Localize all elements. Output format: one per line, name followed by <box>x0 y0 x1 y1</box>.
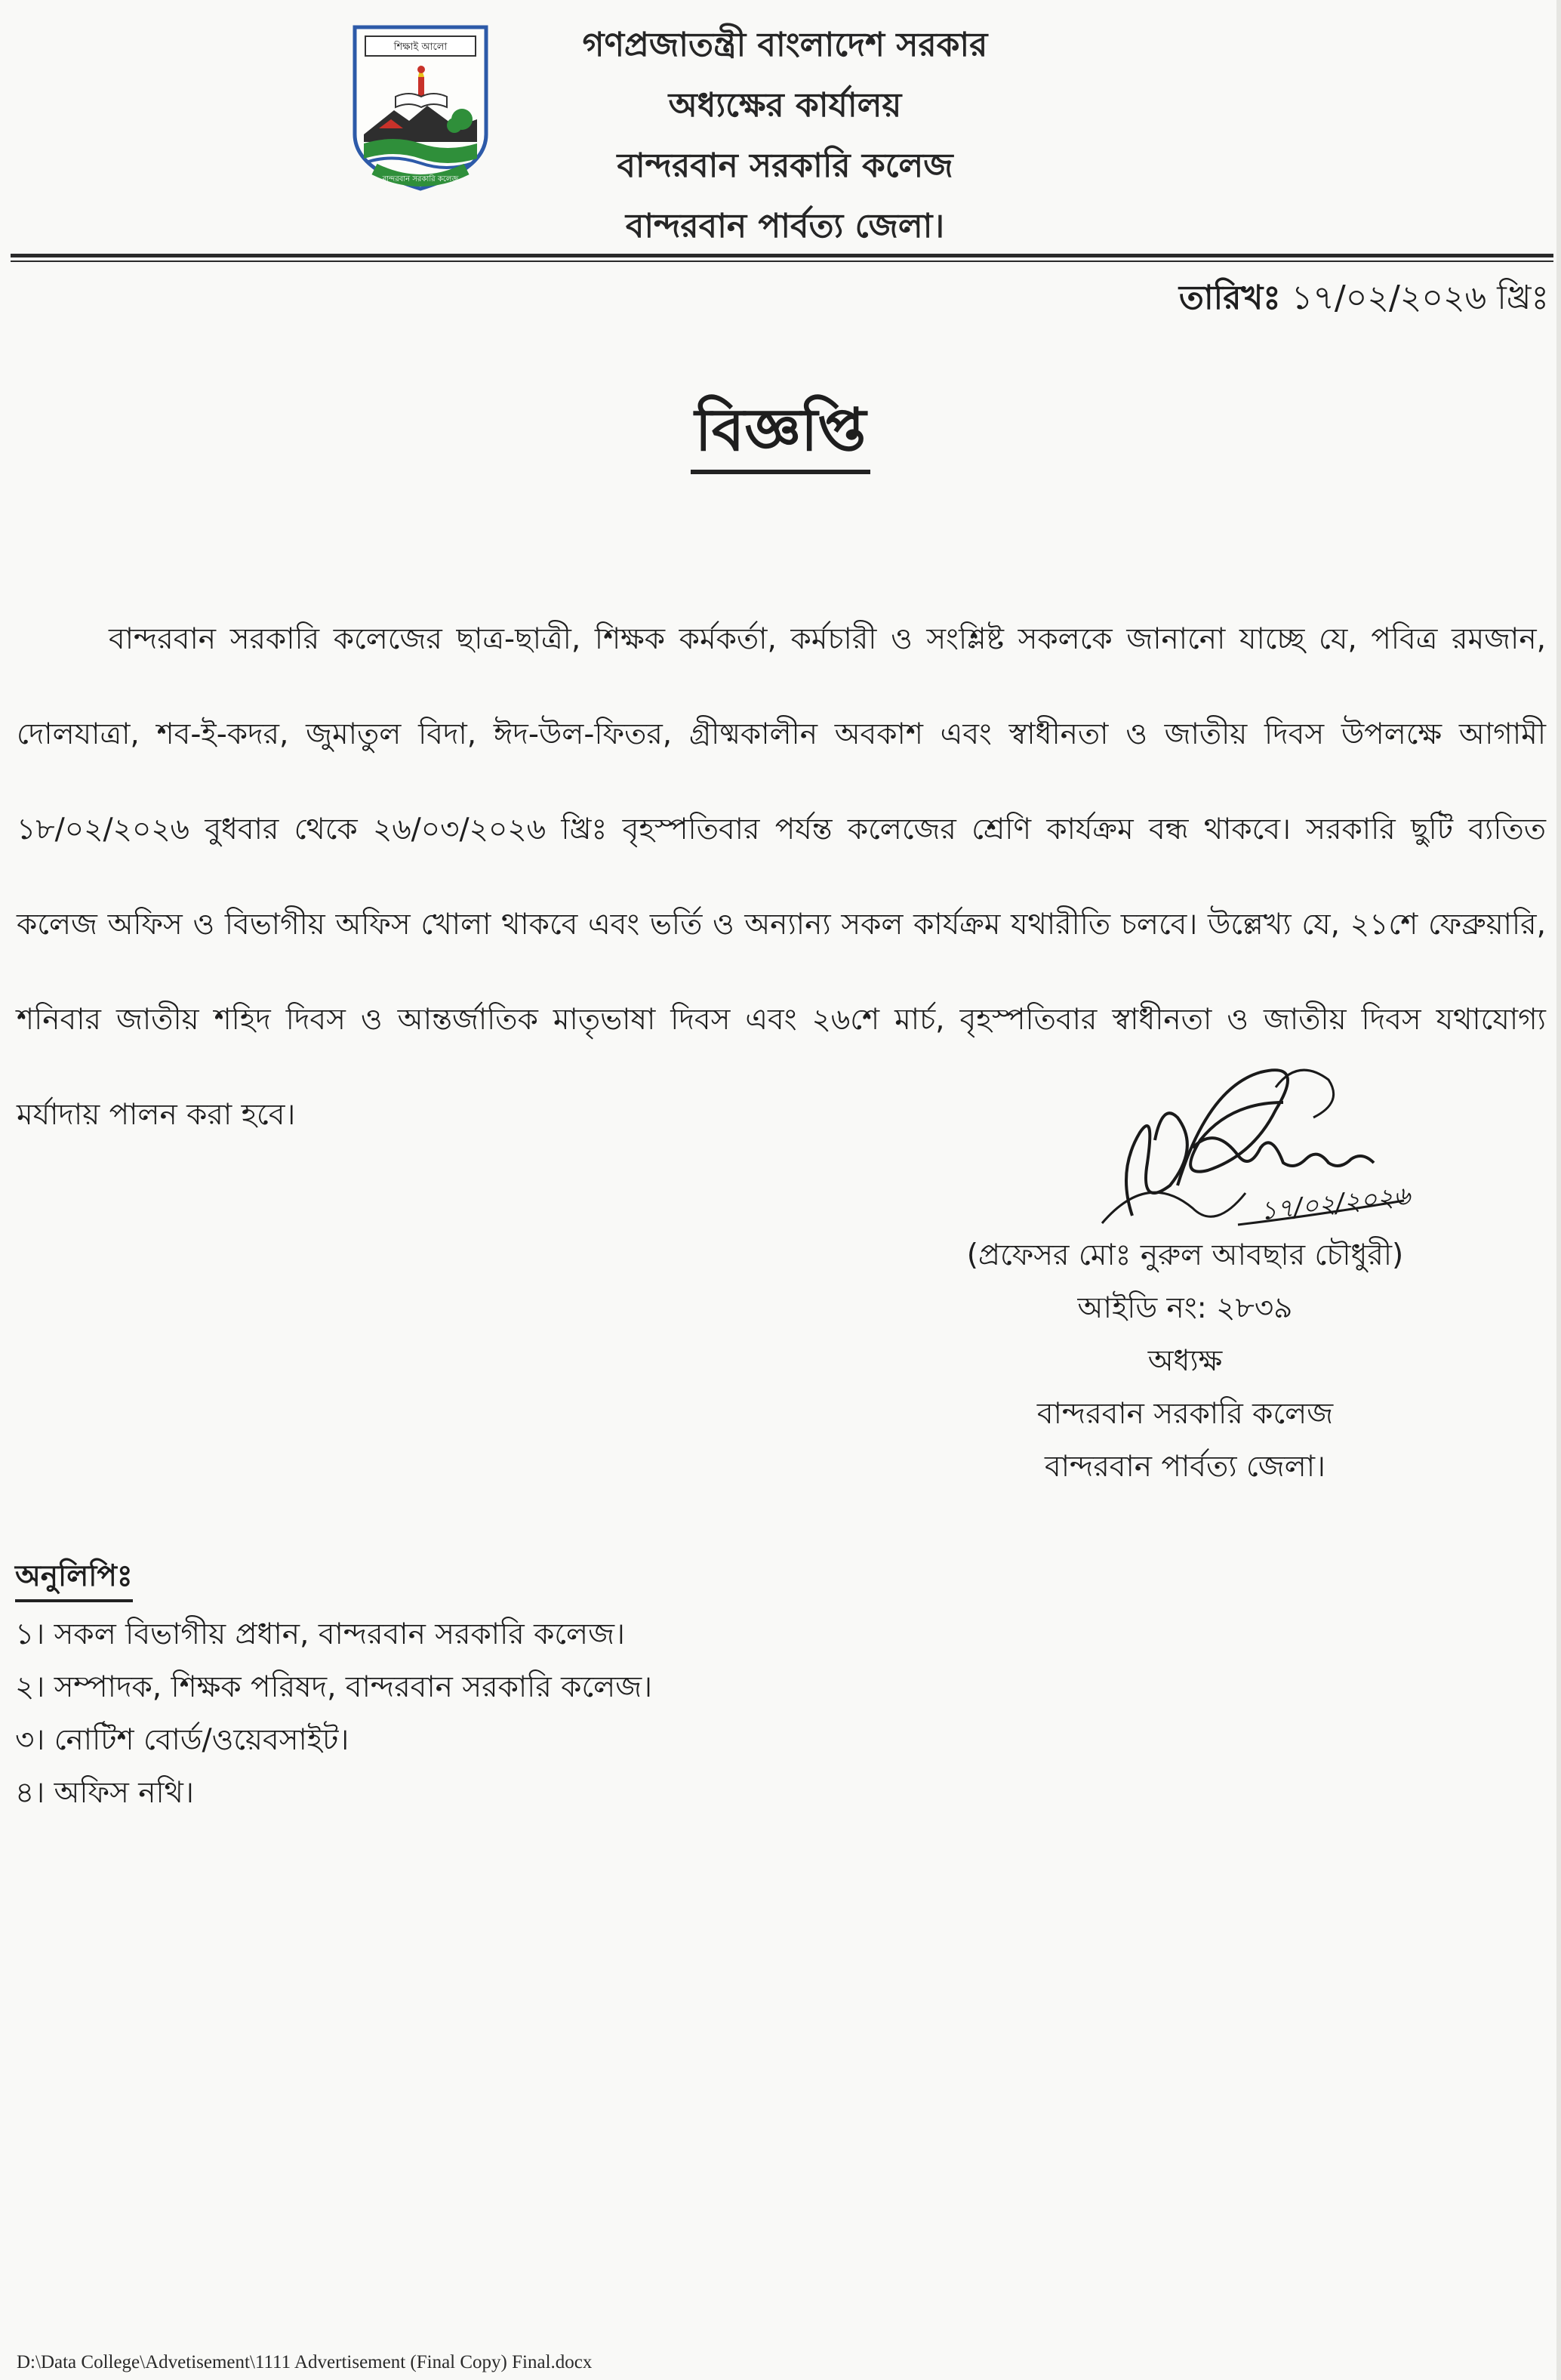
date-label: তারিখঃ <box>1178 279 1281 317</box>
copies-title: অনুলিপিঃ <box>15 1554 133 1602</box>
college-logo <box>349 21 492 195</box>
signatory-name: (প্রফেসর মোঃ নুরুল আবছার চৌধুরী) <box>966 1238 1404 1272</box>
header-divider-thick <box>11 254 1553 257</box>
copy-item: ৩। নোটিশ বোর্ড/ওয়েবসাইট। <box>15 1723 349 1757</box>
logo-motto-text: শিক্ষাই আলো <box>393 42 448 53</box>
notice-body: বান্দরবান সরকারি কলেজের ছাত্র-ছাত্রী, শিক্ষক কর্মকর্তা, কর্মচারী ও সংশ্লিষ্ট সকলকে জানানো যাচ্ছে যে, পবিত্র রমজান, দোলযাত্রা, শব-ই-কদর, জুমাতুল বিদা, ঈদ-উল-ফিতর, গ্রীষ্মকালীন অবকাশ এবং স্বাধীনতা ও জাতীয় দিবস উপলক্ষে আগামী ১৮/০২/২০২৬ বুধবার থেকে ২৬/০৩/২০২৬ খ্রিঃ বৃহস্পতিবার পর্যন্ত কলেজের শ্রেণি কার্যক্রম বন্ধ থাকবে। সরকারি ছুটি ব্যতিত কলেজ অফিস ও বিভাগীয় অফিস খোলা থাকবে এবং ভর্তি ও অন্যান্য সকল কার্যক্রম যথারীতি চলবে। উল্লেখ্য যে, ২১শে ফেব্রুয়ারি, শনিবার জাতীয় শহিদ দিবস ও আন্তর্জাতিক মাতৃভাষা দিবস এবং ২৬শে মার্চ, বৃহস্পতিবার স্বাধীনতা ও জাতীয় দিবস যথাযোগ্য মর্যাদায় পালন করা হবে। <box>17 622 1546 1132</box>
copies-section <box>15 1554 1072 1820</box>
header-government-line: গণপ্রজাতন্ত্রী বাংলাদেশ সরকার <box>582 26 988 64</box>
signatory-id: আইডি নং: ২৮৩৯ <box>1077 1291 1293 1325</box>
office-header <box>483 15 1087 257</box>
notice-date <box>1179 272 1549 325</box>
signatory-block <box>876 1229 1495 1494</box>
logo-college-name-text: বান্দরবান সরকারি কলেজ <box>382 175 459 183</box>
header-college-line: বান্দরবান সরকারি কলেজ <box>617 146 953 185</box>
copy-item: ৪। অফিস নথি। <box>15 1776 194 1810</box>
principal-signature <box>1087 1057 1412 1246</box>
header-divider-thin <box>11 261 1553 262</box>
copy-item: ২। সম্পাদক, শিক্ষক পরিষদ, বান্দরবান সরকারি কলেজ। <box>15 1670 653 1704</box>
notice-title: বিজ্ঞপ্তি <box>691 393 871 474</box>
date-value: ১৭/০২/২০২৬ খ্রিঃ <box>1291 279 1549 317</box>
footer-file-path: D:\Data College\Advetisement\1111 Advertisement (Final Copy) Final.docx <box>17 2352 593 2372</box>
signature-date: ১৭/০২/২০২৬ <box>1258 1180 1412 1227</box>
header-district-line: বান্দরবান পার্বত্য জেলা। <box>625 207 945 245</box>
header-office-line: অধ্যক্ষের কার্যালয় <box>668 86 902 125</box>
notice-title-wrapper <box>0 393 1561 474</box>
signatory-designation: অধ্যক্ষ <box>1147 1344 1223 1378</box>
signatory-institution: বান্দরবান সরকারি কলেজ <box>1036 1397 1334 1431</box>
scan-edge <box>1556 0 1561 2380</box>
signatory-district: বান্দরবান পার্বত্য জেলা। <box>1045 1450 1325 1484</box>
copy-item: ১। সকল বিভাগীয় প্রধান, বান্দরবান সরকারি কলেজ। <box>15 1617 625 1651</box>
